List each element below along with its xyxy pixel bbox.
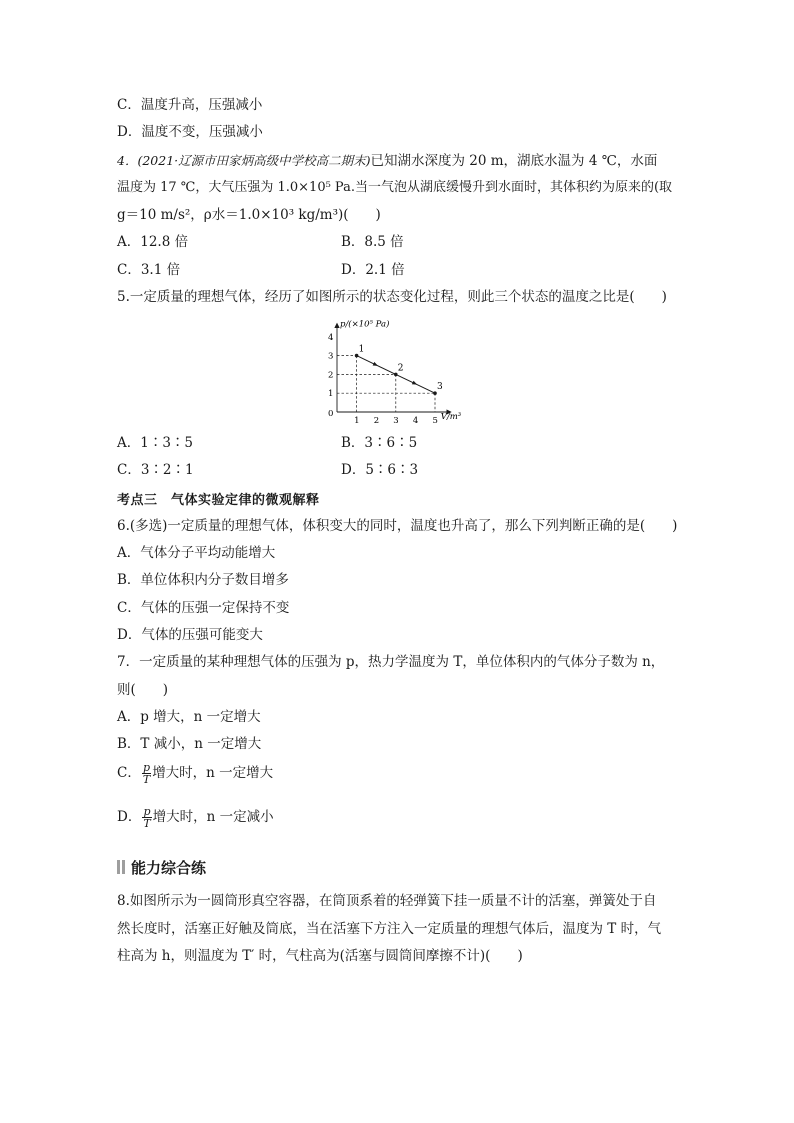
q8-stem-line2: 然长度时，活塞正好触及筒底，当在活塞下方注入一定质量的理想气体后，温度为 T 时，气 <box>117 921 662 937</box>
q7-option-a: A．p 增大，n 一定增大 <box>117 709 261 725</box>
q7-option-b: B．T 减小，n 一定增大 <box>117 736 262 752</box>
x-tick-label: 5 <box>432 416 438 426</box>
q4-stem-line2: 温度为 17 ℃，大气压强为 1.0×10⁵ Pa.当一气泡从湖底缓慢升到水面时，其体积约为原来的(取 <box>117 180 673 195</box>
origin-label: 0 <box>328 409 334 419</box>
state-label: 2 <box>397 363 404 374</box>
state-label: 1 <box>358 344 365 355</box>
q7-option-d-prefix: D． <box>117 809 142 825</box>
direction-arrow <box>373 362 379 368</box>
q7-option-c-fraction <box>142 762 151 785</box>
q4-option-d: D．2.1 倍 <box>341 262 405 278</box>
x-tick-label: 4 <box>412 416 419 426</box>
q5-option-c: C．3∶2∶1 <box>117 462 194 478</box>
q4-stem-line3: g＝10 m/s²，ρ水＝1.0×10³ kg/m³)( ) <box>117 207 381 223</box>
q8-stem-line3: 柱高为 h，则温度为 T′ 时，气柱高为(活塞与圆筒间摩擦不计)( ) <box>117 948 523 964</box>
direction-arrow <box>412 381 418 387</box>
q4-stem-line1 <box>117 152 657 170</box>
q7-option-c <box>117 762 273 785</box>
q6-option-d: D．气体的压强可能变大 <box>117 627 263 643</box>
x-tick-label: 2 <box>373 416 380 426</box>
fraction-denominator: T <box>142 773 151 786</box>
q7-stem-line2: 则( ) <box>117 682 169 698</box>
q4-option-a: A．12.8 倍 <box>117 234 189 250</box>
y-axis-label: p/(×10⁵ Pa) <box>340 319 390 330</box>
q6-stem: 6.(多选)一定质量的理想气体，体积变大的同时，温度也升高了，那么下列判断正确的是( ) <box>117 518 678 534</box>
q8-stem-line1: 8.如图所示为一圆筒形真空容器，在筒顶系着的轻弹簧下挂一质量不计的活塞，弹簧处于自 <box>117 893 657 909</box>
x-tick-label: 3 <box>393 416 399 426</box>
q5-option-b: B．3∶6∶5 <box>341 435 418 451</box>
q7-option-c-text: 增大时，n 一定增大 <box>152 765 274 781</box>
ability-section-title: 能力综合练 <box>131 858 207 877</box>
y-tick-label: 4 <box>328 332 334 343</box>
q5-option-a: A．1∶3∶5 <box>117 435 194 451</box>
fraction-numerator: p <box>143 805 151 818</box>
q6-option-c: C．气体的压强一定保持不变 <box>117 600 290 616</box>
q4-stem-text: 已知湖水深度为 20 m，湖底水温为 4 ℃，水面 <box>370 153 658 169</box>
fraction-numerator: p <box>142 761 151 774</box>
q7-option-d-fraction <box>142 806 151 829</box>
ability-section-heading <box>117 856 206 878</box>
q5-stem: 5.一定质量的理想气体，经历了如图所示的状态变化过程，则此三个状态的温度之比是( ) <box>117 289 667 305</box>
q6-option-a: A．气体分子平均动能增大 <box>117 545 276 561</box>
fraction-denominator: T <box>143 817 151 830</box>
q7-option-c-prefix: C． <box>117 765 141 781</box>
y-tick-label: 1 <box>328 389 334 400</box>
section-3-title: 考点三 气体实验定律的微观解释 <box>117 493 320 508</box>
q3-option-d: D．温度不变，压强减小 <box>117 124 263 140</box>
q4-option-c: C．3.1 倍 <box>117 262 181 278</box>
q4-source: 4．(2021·辽源市田家炳高级中学校高二期末) <box>117 153 371 168</box>
y-tick-label: 2 <box>328 370 334 381</box>
q6-option-b: B．单位体积内分子数目增多 <box>117 572 289 588</box>
q7-stem-line1: 7．一定质量的某种理想气体的压强为 p，热力学温度为 T，单位体积内的气体分子数为 n， <box>117 654 665 670</box>
y-tick-label: 3 <box>328 351 334 362</box>
x-axis-label: V/m³ <box>440 412 462 422</box>
q3-option-c: C．温度升高，压强减小 <box>117 97 263 113</box>
q4-option-b: B．8.5 倍 <box>341 234 404 250</box>
q7-option-d-text: 增大时，n 一定减小 <box>152 809 274 825</box>
pv-chart <box>310 310 480 430</box>
q5-option-d: D．5∶6∶3 <box>341 462 419 478</box>
section-bar-icon <box>117 860 127 874</box>
x-tick-label: 1 <box>354 416 360 426</box>
state-label: 3 <box>437 382 443 393</box>
q7-option-d <box>117 806 274 829</box>
